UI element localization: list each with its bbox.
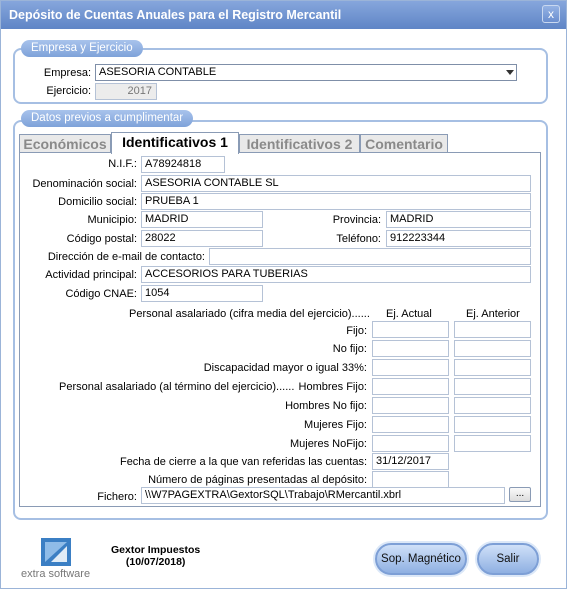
denominacion-label: Denominación social: xyxy=(32,178,137,190)
nofijo-label: No fijo: xyxy=(332,343,367,355)
tab-comentario[interactable]: Comentario xyxy=(360,134,448,154)
app-info xyxy=(111,544,200,568)
email-label: Dirección de e-mail de contacto: xyxy=(47,251,205,263)
nofijo-actual-field[interactable] xyxy=(372,340,449,357)
personal-media-label: Personal asalariado (cifra media del ejercicio)...... xyxy=(129,308,370,320)
discapacidad-anterior-field[interactable] xyxy=(454,359,531,376)
hombres-fijo-actual-field[interactable] xyxy=(372,378,449,395)
telefono-label: Teléfono: xyxy=(336,233,381,245)
paginas-field[interactable] xyxy=(372,471,449,488)
tab-identificativos-1[interactable]: Identificativos 1 xyxy=(111,132,239,154)
nif-label: N.I.F.: xyxy=(108,158,137,170)
fijo-anterior-field[interactable] xyxy=(454,321,531,338)
discapacidad-actual-field[interactable] xyxy=(372,359,449,376)
municipio-field[interactable]: MADRID xyxy=(141,211,263,228)
mujeres-fijo-actual-field[interactable] xyxy=(372,416,449,433)
tab-identificativos-2[interactable]: Identificativos 2 xyxy=(239,134,360,154)
fijo-label: Fijo: xyxy=(346,325,367,337)
salir-button[interactable]: Salir xyxy=(477,543,539,575)
app-name: Gextor Impuestos xyxy=(111,544,201,556)
fichero-label: Fichero: xyxy=(97,491,137,503)
hombres-fijo-anterior-field[interactable] xyxy=(454,378,531,395)
mujeres-fijo-label: Mujeres Fijo: xyxy=(304,419,367,431)
actividad-field[interactable]: ACCESORIOS PARA TUBERIAS xyxy=(141,266,531,283)
close-button[interactable]: x xyxy=(542,5,560,23)
tab-economicos[interactable]: Económicos xyxy=(19,134,111,154)
sop-magnetico-button[interactable]: Sop. Magnético xyxy=(375,543,467,575)
col-actual-header: Ej. Actual xyxy=(386,308,432,320)
empresa-select-value: ASESORIA CONTABLE xyxy=(99,66,217,78)
mujeres-nofijo-label: Mujeres NoFijo: xyxy=(289,438,367,450)
fecha-cierre-label: Fecha de cierre a la que van referidas las cuentas: xyxy=(119,456,367,468)
nofijo-anterior-field[interactable] xyxy=(454,340,531,357)
paginas-label: Número de páginas presentadas al depósito: xyxy=(148,474,367,486)
fichero-field[interactable]: \\W7PAGEXTRA\GextorSQL\Trabajo\RMercantil.xbrl xyxy=(141,487,505,504)
extra-software-logo xyxy=(41,538,71,569)
nif-field[interactable]: A78924818 xyxy=(141,156,225,173)
domicilio-field[interactable]: PRUEBA 1 xyxy=(141,193,531,210)
domicilio-label: Domicilio social: xyxy=(58,196,137,208)
title-bar[interactable] xyxy=(1,1,566,29)
discapacidad-label: Discapacidad mayor o igual 33%: xyxy=(203,362,367,374)
hombres-nofijo-label: Hombres No fijo: xyxy=(285,400,367,412)
brand-name: extra software xyxy=(21,568,91,580)
actividad-label: Actividad principal: xyxy=(45,269,137,281)
mujeres-nofijo-actual-field[interactable] xyxy=(372,435,449,452)
email-field[interactable] xyxy=(209,248,531,265)
provincia-field[interactable]: MADRID xyxy=(386,211,531,228)
empresa-group-header: Empresa y Ejercicio xyxy=(21,40,143,57)
telefono-field[interactable]: 912223344 xyxy=(386,230,531,247)
cnae-label: Código CNAE: xyxy=(65,288,137,300)
app-date: (10/07/2018) xyxy=(125,556,186,568)
denominacion-field[interactable]: ASESORIA CONTABLE SL xyxy=(141,175,531,192)
datos-group-header: Datos previos a cumplimentar xyxy=(21,110,193,127)
mujeres-nofijo-anterior-field[interactable] xyxy=(454,435,531,452)
personal-termino-label: Personal asalariado (al término del ejercicio)...... xyxy=(59,381,295,393)
empresa-select[interactable] xyxy=(95,64,517,81)
logo-mark-icon xyxy=(41,538,71,566)
empresa-label: Empresa: xyxy=(43,67,91,79)
provincia-label: Provincia: xyxy=(332,214,381,226)
hombres-nofijo-actual-field[interactable] xyxy=(372,397,449,414)
cp-label: Código postal: xyxy=(66,233,137,245)
hombres-fijo-label: Hombres Fijo: xyxy=(298,381,367,393)
hombres-nofijo-anterior-field[interactable] xyxy=(454,397,531,414)
col-anterior-header: Ej. Anterior xyxy=(466,308,520,320)
browse-button[interactable]: ... xyxy=(509,487,531,502)
fecha-cierre-field[interactable]: 31/12/2017 xyxy=(372,453,449,470)
mujeres-fijo-anterior-field[interactable] xyxy=(454,416,531,433)
cnae-field[interactable]: 1054 xyxy=(141,285,263,302)
chevron-down-icon[interactable] xyxy=(506,70,514,75)
municipio-label: Municipio: xyxy=(87,214,137,226)
ejercicio-field: 2017 xyxy=(95,83,157,100)
cp-field[interactable]: 28022 xyxy=(141,230,263,247)
fijo-actual-field[interactable] xyxy=(372,321,449,338)
window-title: Depósito de Cuentas Anuales para el Registro Mercantil xyxy=(9,8,342,22)
ejercicio-label: Ejercicio: xyxy=(46,85,91,97)
